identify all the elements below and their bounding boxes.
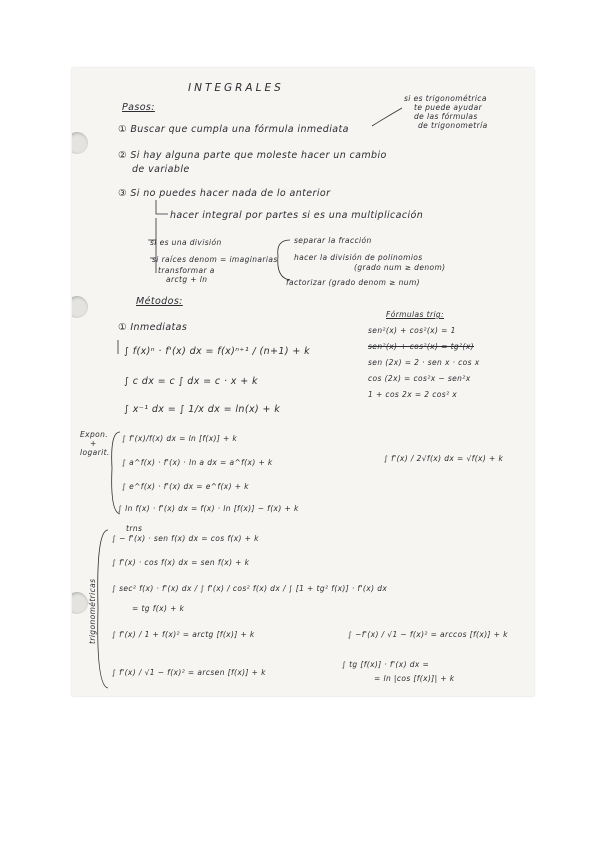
trig-formula: sen²(x) + cos²(x) = 1 [368, 326, 456, 335]
formula: ∫ f'(x) / √1 − f(x)² = arcsen [f(x)] + k [112, 668, 266, 677]
expon-label: + [90, 439, 97, 448]
trig-formula: cos (2x) = cos²x − sen²x [368, 374, 471, 383]
expon-label: logarit. [80, 448, 110, 457]
notebook-page [72, 68, 534, 696]
trig-note-line: de las fórmulas [414, 112, 478, 121]
formula: = tg f(x) + k [132, 604, 185, 613]
inmediatas-heading: ① Inmediatas [118, 322, 188, 333]
formula: ∫ − f'(x) · sen f(x) dx = cos f(x) + k [112, 534, 259, 543]
formula: ∫ f'(x) / 1 + f(x)² = arctg [f(x)] + k [112, 630, 255, 639]
formula: ∫ x⁻¹ dx = ∫ 1/x dx = ln(x) + k [124, 404, 281, 415]
arrow-to-note [372, 108, 402, 126]
formula: ∫ f'(x) · cos f(x) dx = sen f(x) + k [112, 558, 250, 567]
step-2-line2: de variable [132, 164, 190, 175]
step-3: ③ Si no puedes hacer nada de lo anterior [118, 188, 331, 199]
formula: = ln |cos [f(x)]| + k [374, 674, 455, 683]
transformar-label: transformar a [158, 266, 215, 275]
separar-label: separar la fracción [294, 236, 372, 245]
formula: ∫ f(x)ⁿ · f'(x) dx = f(x)ⁿ⁺¹ / (n+1) + k [124, 346, 311, 357]
trig-side-label: trigonométricas [88, 578, 97, 644]
formula: ∫ f'(x)/f(x) dx = ln [f(x)] + k [122, 434, 238, 443]
formulas-trig-heading: Fórmulas trig: [386, 310, 445, 319]
formula-sqrt: ∫ f'(x) / 2√f(x) dx = √f(x) + k [384, 454, 504, 463]
trig-formula: 1 + cos 2x = 2 cos² x [368, 390, 458, 399]
trig-formula: sen (2x) = 2 · sen x · cos x [368, 358, 480, 367]
step-1: ① Buscar que cumpla una fórmula inmediata [118, 124, 349, 135]
formula: ∫ sec² f(x) · f'(x) dx / ∫ f'(x) / cos² f(x) dx / ∫ [1 + tg² f(x)] · f'(x) dx [112, 584, 388, 593]
division-label: si es una división [150, 238, 222, 247]
step-3-partes: hacer integral por partes si es una multiplicación [170, 210, 424, 221]
arrow-step3 [156, 200, 168, 214]
brace-trig [98, 530, 108, 688]
formula: ∫ −f'(x) / √1 − f(x)² = arccos [f(x)] + k [348, 630, 508, 639]
pen-strokes [72, 68, 534, 696]
metodos-heading: Métodos: [136, 296, 183, 307]
raices-label: si raíces denom = imaginarias [152, 255, 278, 264]
pasos-heading: Pasos: [122, 102, 155, 113]
trig-note-line: te puede ayudar [414, 103, 483, 112]
brace-expon [112, 432, 120, 514]
expon-label: Expon. [80, 430, 109, 439]
trig-note-line: de trigonometría [418, 121, 488, 130]
tree-step3 [148, 218, 156, 273]
formula: ∫ tg [f(x)] · f'(x) dx = [342, 660, 430, 669]
formula: ∫ e^f(x) · f'(x) dx = e^f(x) + k [122, 482, 249, 491]
hacer-division-label: (grado num ≥ denom) [354, 263, 446, 272]
trig-note-line: si es trigonométrica [404, 94, 487, 103]
hacer-division-label: hacer la división de polinomios [294, 253, 423, 262]
transformar-label: arctg + ln [166, 275, 208, 284]
formula-prefix: trns [126, 524, 143, 533]
factorizar-label: factorizar (grado denom ≥ num) [286, 278, 420, 287]
formula: ∫ c dx = c ∫ dx = c · x + k [124, 376, 258, 387]
brace-division [278, 240, 290, 280]
page-title: INTEGRALES [188, 82, 284, 94]
formula: ∫ ln f(x) · f'(x) dx = f(x) · ln [f(x)] − f(x) + k [118, 504, 299, 513]
trig-formula-crossed: sen²(x) + cos²(x) = tg²(x) [368, 342, 474, 351]
formula: ∫ a^f(x) · f'(x) · ln a dx = a^f(x) + k [122, 458, 273, 467]
step-2-line1: ② Si hay alguna parte que moleste hacer un cambio [118, 150, 387, 161]
